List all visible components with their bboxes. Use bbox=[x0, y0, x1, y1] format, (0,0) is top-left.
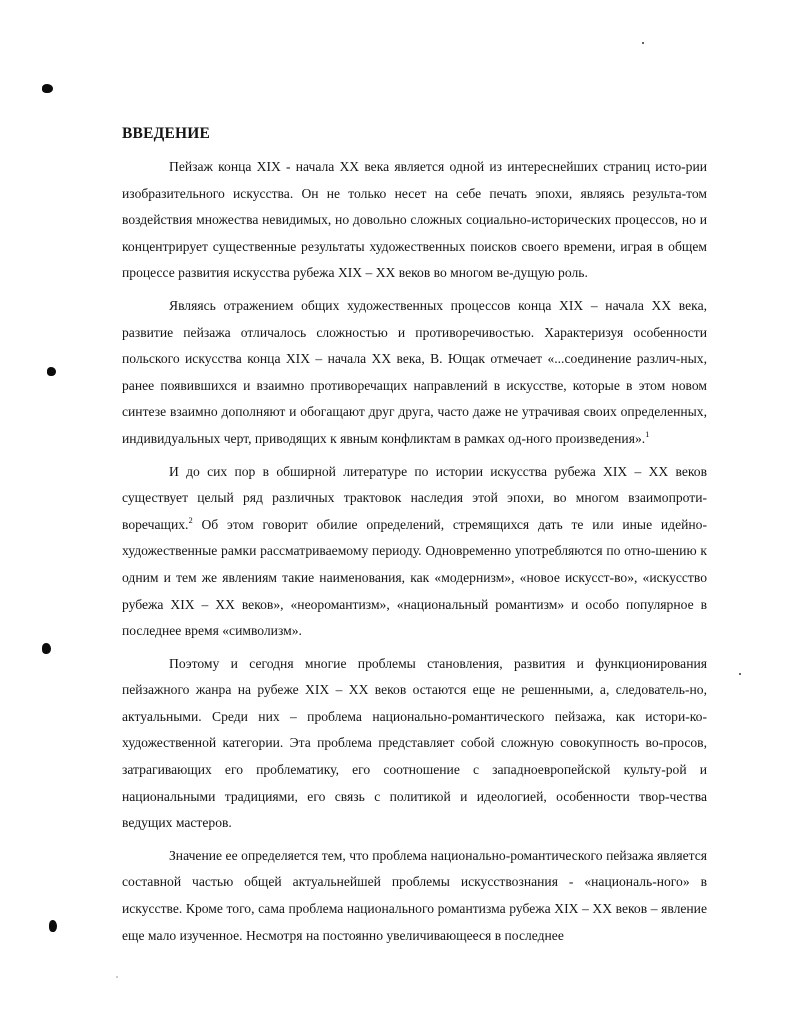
paragraph-3-text-a: И до сих пор в обширной литературе по истории искусства рубежа XIX – XX веков существует целый ряд различных трактовок наследия этой эпохи, во многом взаимопроти-воречащих. bbox=[122, 463, 707, 532]
document-body bbox=[122, 124, 707, 955]
scan-speck-1 bbox=[642, 42, 644, 44]
scan-mark-4 bbox=[49, 920, 57, 932]
paragraph-3-text-b: Об этом говорит обилие определений, стремящихся дать те или иные идейно-художественные рамки рассматриваемому периоду. Одновременно употребляются по отно-шению к одним и тем же явлениям такие наименования, как «модернизм», «новое искусст-во», «искусство рубежа XIX – XX веков», «неоромантизм», «национальный романтизм» и особо популярное в последнее время «символизм». bbox=[122, 516, 707, 639]
scan-speck-3 bbox=[116, 976, 118, 978]
scan-mark-2 bbox=[47, 367, 56, 376]
paragraph-2-text: Являясь отражением общих художественных процессов конца XIX – начала XX века, развитие пейзажа отличалось сложностью и противоречивостью. Характеризуя особенности польского искусства конца XIX – начала XX века, В. Ющак отмечает «...соединение различ-ных, ранее появившихся и взаимно противоречащих направлений в искусстве, которые в этом новом синтезе взаимно дополняют и обогащают друг друга, часто даже не утрачивая своих определенных, индивидуальных черт, приводящих к явным конфликтам в рамках од-ного произведения». bbox=[122, 297, 707, 446]
scan-mark-3 bbox=[42, 643, 51, 654]
footnote-ref-2: 2 bbox=[188, 514, 193, 525]
scan-speck-2 bbox=[739, 673, 741, 675]
paragraph-4: Поэтому и сегодня многие проблемы становления, развития и функционирования пейзажного жанра на рубеже XIX – XX веков остаются еще не решенными, а, следователь-но, актуальными. Среди них – проблема национально-романтического пейзажа, как истори-ко-художественной категории. Эта проблема представляет собой сложную совокупность во-просов, затрагивающих его проблематику, его соотношение с западноевропейской культу-рой и национальными традициями, его связь с политикой и идеологией, особенности твор-чества ведущих мастеров. bbox=[122, 655, 707, 831]
section-heading: ВВЕДЕНИЕ bbox=[122, 125, 211, 142]
scan-mark-1 bbox=[42, 84, 53, 93]
footnote-ref-1: 1 bbox=[645, 428, 650, 439]
paragraph-3 bbox=[122, 459, 707, 645]
paragraph-2 bbox=[122, 293, 707, 453]
paragraph-1: Пейзаж конца XIX - начала XX века является одной из интереснейших страниц исто-рии изобразительного искусства. Он не только несет на себе печать эпохи, являясь результа-том воздействия множества невидимых, но довольно сложных социально-исторических процессов, но и концентрирует существенные результаты художественных поисков своего времени, играя в общем процессе развития искусства рубежа XIX – XX веков во многом ве-дущую роль. bbox=[122, 159, 707, 281]
paragraph-5: Значение ее определяется тем, что проблема национально-романтического пейзажа является составной частью общей актуальнейшей проблемы искусствознания - «националь-ного» в искусстве. Кроме того, сама проблема национального романтизма рубежа XIX – XX веков – явление еще мало изученное. Несмотря на постоянно увеличивающееся в последнее bbox=[122, 847, 707, 943]
